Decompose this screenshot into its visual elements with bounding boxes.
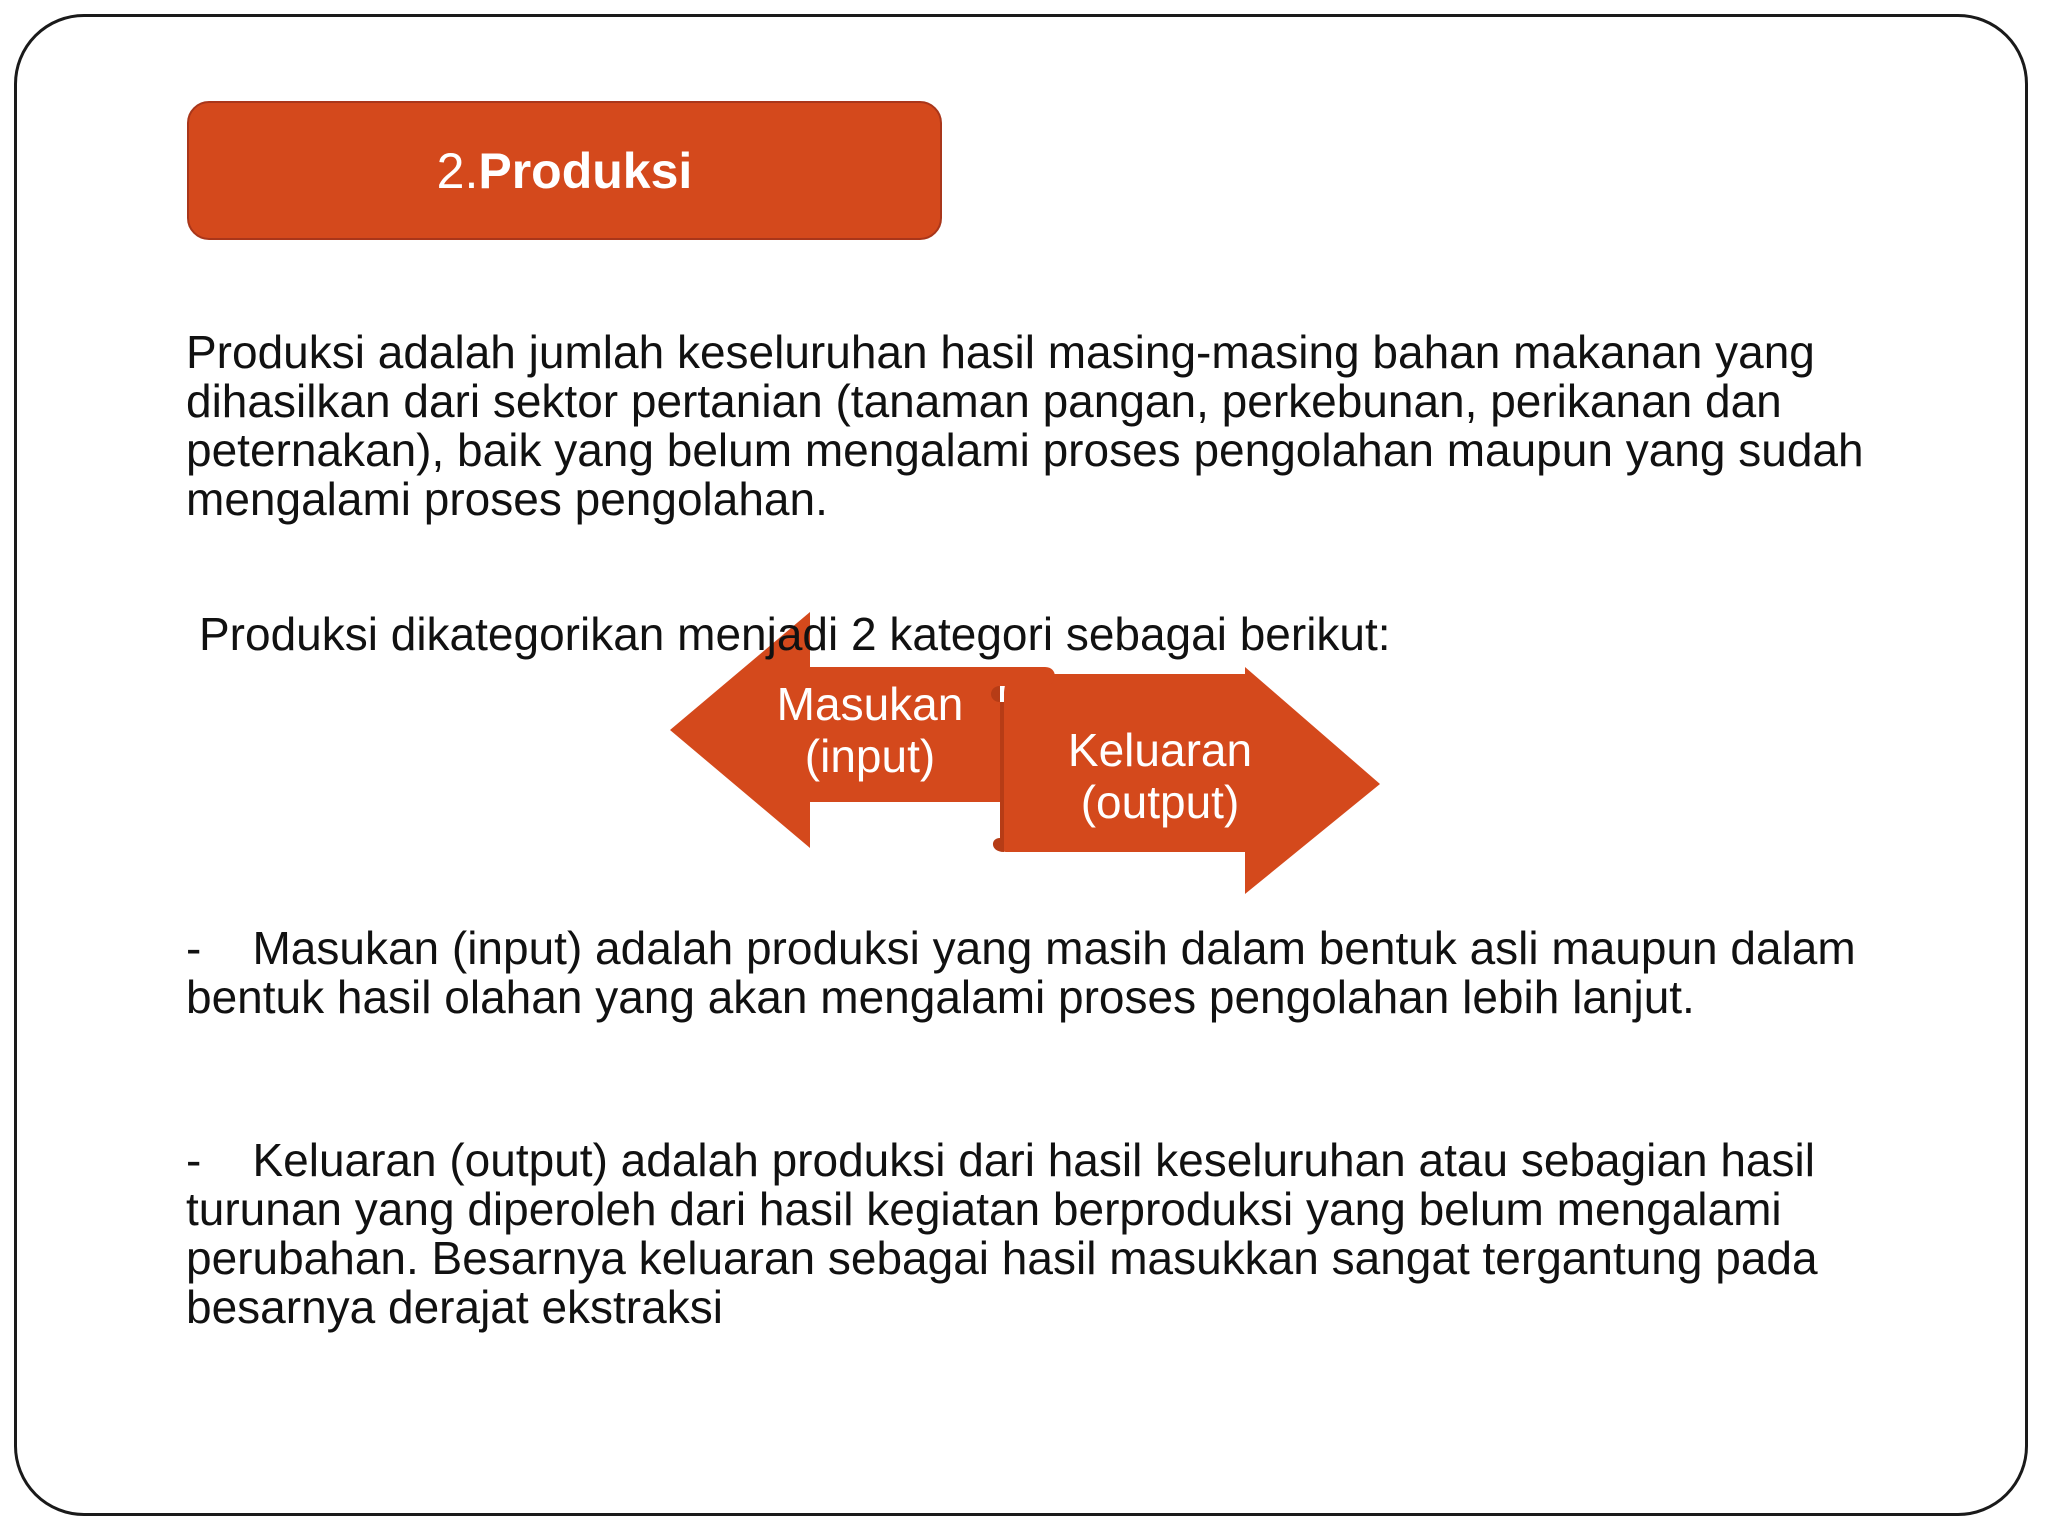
bullet-output-text: Keluaran (output) adalah produksi dari hasil keseluruhan atau sebagian hasil turunan yang diperoleh dari hasil kegiatan berproduksi yang belum mengalami perubahan. Besarnya keluaran sebagai hasil masukkan sangat tergantung pada besarnya derajat ekstraksi — [186, 1134, 1831, 1333]
bullet-marker: - — [186, 1134, 202, 1186]
intro-paragraph: Produksi adalah jumlah keseluruhan hasil masing-masing bahan makanan yang dihasilkan dari sektor pertanian (tanaman pangan, perkebunan, perikanan dan peternakan), baik yang belum mengalami proses pengolahan maupun yang sudah mengalami proses pengolahan. — [186, 326, 1864, 525]
bullet-input — [186, 924, 1946, 1022]
categories-line: Produksi dikategorikan menjadi 2 kategori sebagai berikut: — [199, 608, 1391, 660]
title-word: Produksi — [478, 142, 693, 199]
slide-title — [187, 101, 942, 240]
keluaran-label: Keluaran (output) — [1067, 724, 1253, 828]
bullet-input-text: Masukan (input) adalah produksi yang masih dalam bentuk asli maupun dalam bentuk hasil olahan yang akan mengalami proses pengolahan lebih lanjut. — [186, 922, 1869, 1023]
masukan-label: Masukan (input) — [776, 678, 964, 782]
bullet-output — [186, 1136, 1946, 1332]
bullet-marker: - — [186, 922, 202, 974]
title-number: 2. — [436, 142, 479, 199]
